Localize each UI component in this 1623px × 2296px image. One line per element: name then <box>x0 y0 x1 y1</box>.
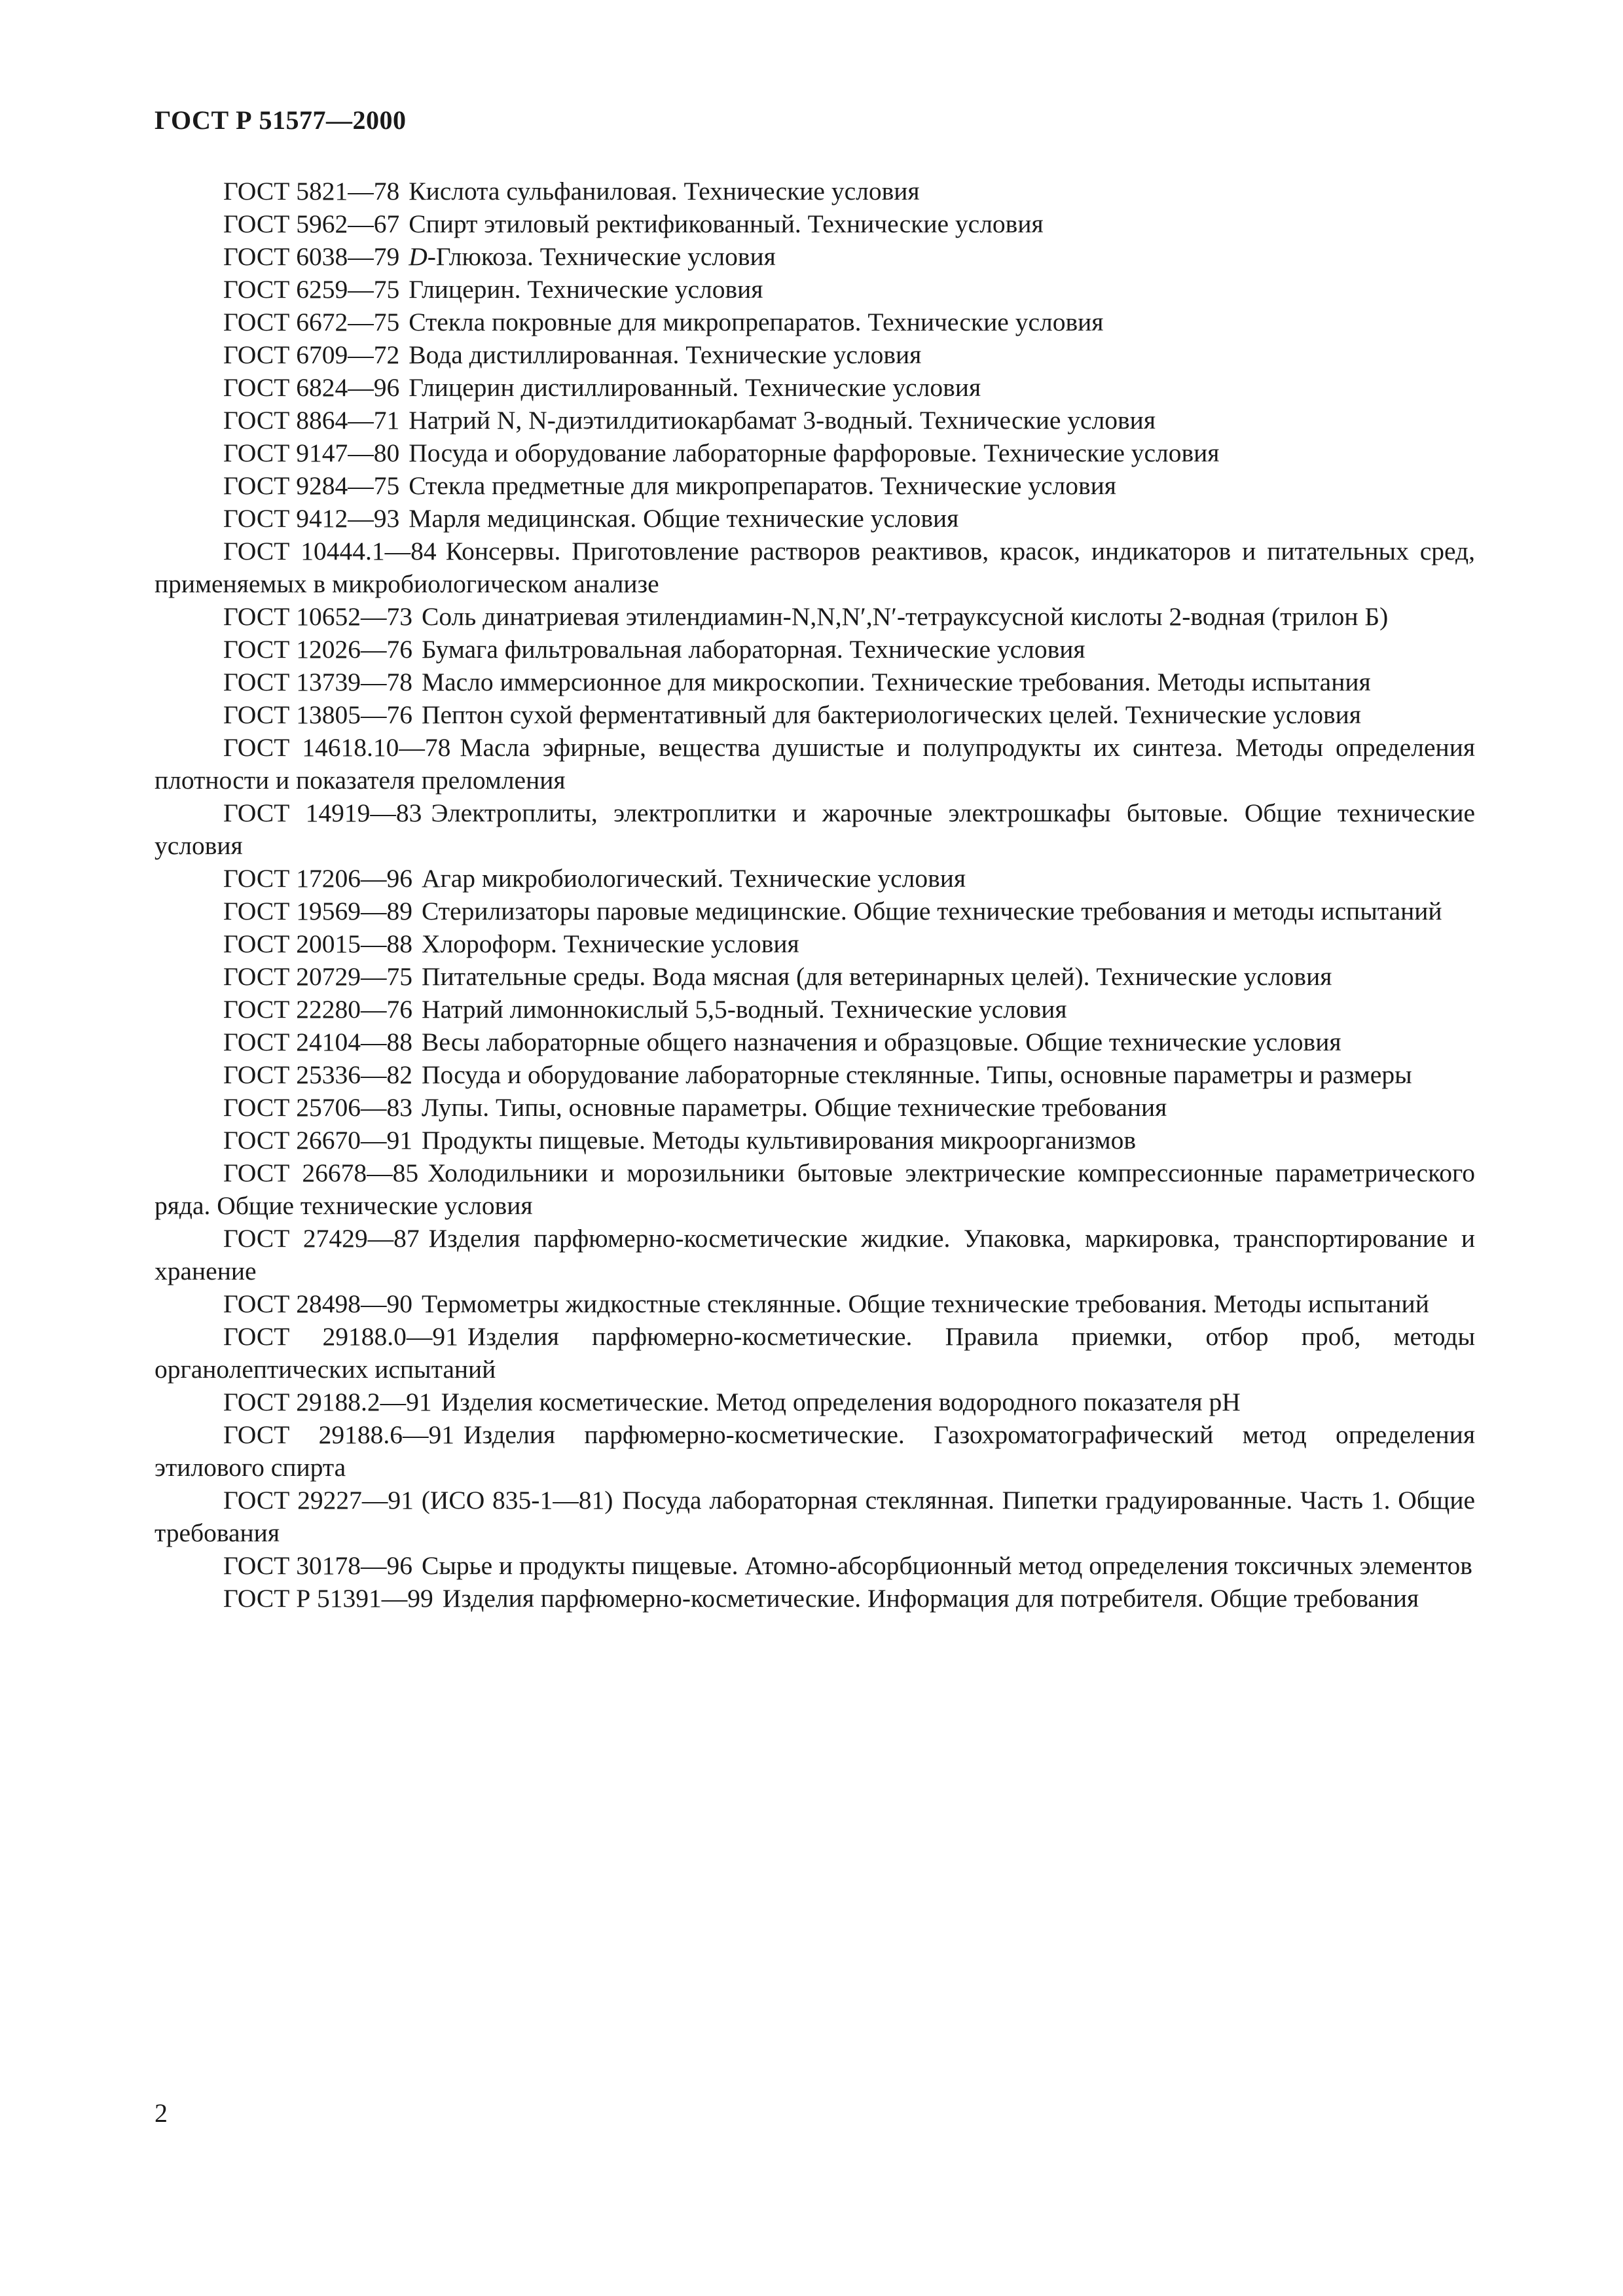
standard-title: Стекла покровные для микропрепаратов. Технические условия <box>409 308 1104 336</box>
standard-title: Кислота сульфаниловая. Технические условия <box>409 177 920 206</box>
standard-title: Электроплиты, электроплитки и жарочные электрошкафы бытовые. Общие технические условия <box>155 798 1476 860</box>
reference-entry <box>155 960 1475 993</box>
reference-entry <box>155 731 1475 797</box>
standard-title: Спирт этиловый ректификованный. Технические условия <box>409 209 1044 238</box>
standard-title: Посуда и оборудование лабораторные фарфоровые. Технические условия <box>409 439 1220 467</box>
standard-number: ГОСТ 26678—85 <box>223 1158 419 1187</box>
reference-entry <box>155 338 1475 371</box>
reference-entry <box>155 175 1475 207</box>
standard-title: Соль динатриевая этилендиамин-N,N,N′,N′-тетрауксусной кислоты 2-водная (трилон Б) <box>421 602 1389 631</box>
standard-title: Изделия парфюмерно-косметические. Информация для потребителя. Общие требования <box>442 1584 1419 1613</box>
reference-entry <box>155 1026 1475 1058</box>
standard-title: Стерилизаторы паровые медицинские. Общие технические требования и методы испытаний <box>421 897 1442 925</box>
page-number: 2 <box>155 2098 168 2128</box>
standard-number: ГОСТ 30178—96 <box>223 1551 412 1580</box>
standard-title: Термометры жидкостные стеклянные. Общие технические требования. Методы испытаний <box>421 1289 1429 1318</box>
standard-title: Холодильники и морозильники бытовые электрические компрессионные параметрического ряда. Общие технические условия <box>155 1158 1475 1220</box>
standard-number: ГОСТ 25706—83 <box>223 1093 412 1122</box>
standard-title: Масла эфирные, вещества душистые и полупродукты их синтеза. Методы определения плотности и показателя преломления <box>155 733 1476 795</box>
reference-entry <box>155 993 1475 1026</box>
reference-entry <box>155 207 1475 240</box>
standard-number: ГОСТ 14618.10—78 <box>223 733 451 762</box>
standard-title: Консервы. Приготовление растворов реактивов, красок, индикаторов и питательных сред, применяемых в микробиологическом анализе <box>155 537 1475 598</box>
standard-title: Хлороформ. Технические условия <box>421 929 799 958</box>
standard-number: ГОСТ 26670—91 <box>223 1126 412 1155</box>
reference-entry <box>155 600 1475 633</box>
standard-title: Изделия парфюмерно-косметические жидкие. Упаковка, маркировка, транспортирование и хранение <box>155 1224 1475 1285</box>
standard-title: Изделия косметические. Метод определения водородного показателя pH <box>441 1388 1241 1416</box>
standard-number: ГОСТ 9147—80 <box>223 439 400 467</box>
standard-number: ГОСТ 14919—83 <box>223 798 422 827</box>
reference-entry <box>155 1124 1475 1157</box>
standard-title: Продукты пищевые. Методы культивирования микроорганизмов <box>421 1126 1137 1155</box>
standard-title: Натрий N, N-диэтилдитиокарбамат 3-водный. Технические условия <box>409 406 1156 435</box>
standard-number: ГОСТ 6038—79 <box>223 242 400 271</box>
italic-prefix: D <box>409 242 428 271</box>
standard-title: Натрий лимоннокислый 5,5-водный. Технические условия <box>421 995 1067 1024</box>
reference-entry <box>155 797 1475 862</box>
reference-entry <box>155 1058 1475 1091</box>
standard-number: ГОСТ 10444.1—84 <box>223 537 437 565</box>
standard-number: ГОСТ 13805—76 <box>223 700 412 729</box>
standard-title: Вода дистиллированная. Технические условия <box>409 340 922 369</box>
standard-title: Посуда и оборудование лабораторные стеклянные. Типы, основные параметры и размеры <box>421 1060 1412 1089</box>
reference-entry <box>155 1091 1475 1124</box>
reference-entry <box>155 1287 1475 1320</box>
standard-number: ГОСТ 17206—96 <box>223 864 412 893</box>
standard-title: Бумага фильтровальная лабораторная. Технические условия <box>421 635 1085 664</box>
standard-title: Стекла предметные для микропрепаратов. Технические условия <box>409 471 1116 500</box>
standard-title: Изделия парфюмерно-косметические. Газохроматографический метод определения этилового спирта <box>155 1420 1475 1482</box>
reference-entry <box>155 895 1475 927</box>
reference-entry <box>155 306 1475 338</box>
reference-entry <box>155 502 1475 535</box>
standard-number: ГОСТ 29227—91 (ИСО 835-1—81) <box>223 1486 613 1515</box>
standard-number: ГОСТ 24104—88 <box>223 1028 412 1056</box>
reference-entry <box>155 698 1475 731</box>
standard-number: ГОСТ 10652—73 <box>223 602 412 631</box>
reference-entry <box>155 1484 1475 1549</box>
standard-number: ГОСТ 9284—75 <box>223 471 400 500</box>
standard-title: Пептон сухой ферментативный для бактериологических целей. Технические условия <box>421 700 1361 729</box>
standard-title: Сырье и продукты пищевые. Атомно-абсорбционный метод определения токсичных элементов <box>421 1551 1472 1580</box>
reference-entry <box>155 240 1475 273</box>
reference-entry <box>155 1157 1475 1222</box>
standard-number: ГОСТ 13739—78 <box>223 668 412 696</box>
reference-entry <box>155 371 1475 404</box>
standard-number: ГОСТ 12026—76 <box>223 635 412 664</box>
standard-number: ГОСТ 20015—88 <box>223 929 412 958</box>
reference-entry <box>155 1582 1475 1615</box>
reference-entry <box>155 1320 1475 1386</box>
reference-entry <box>155 927 1475 960</box>
reference-entry <box>155 633 1475 666</box>
standard-title: Весы лабораторные общего назначения и образцовые. Общие технические условия <box>421 1028 1341 1056</box>
standard-number: ГОСТ 6259—75 <box>223 275 400 304</box>
standard-title: -Глюкоза. Технические условия <box>427 242 776 271</box>
document-header: ГОСТ Р 51577—2000 <box>155 105 407 135</box>
standard-number: ГОСТ 6824—96 <box>223 373 400 402</box>
standard-number: ГОСТ 6672—75 <box>223 308 400 336</box>
standard-number: ГОСТ 29188.6—91 <box>223 1420 455 1449</box>
standard-title: Изделия парфюмерно-косметические. Правила приемки, отбор проб, методы органолептических испытаний <box>155 1322 1475 1384</box>
standard-title: Глицерин. Технические условия <box>409 275 763 304</box>
standard-title: Агар микробиологический. Технические условия <box>421 864 966 893</box>
reference-entry <box>155 404 1475 437</box>
standard-number: ГОСТ 27429—87 <box>223 1224 420 1253</box>
standard-number: ГОСТ 9412—93 <box>223 504 400 533</box>
reference-entry <box>155 1418 1475 1484</box>
reference-entry <box>155 437 1475 469</box>
reference-entry <box>155 1386 1475 1418</box>
standard-number: ГОСТ 29188.0—91 <box>223 1322 458 1351</box>
standard-number: ГОСТ 5962—67 <box>223 209 400 238</box>
reference-entry <box>155 1549 1475 1582</box>
standard-title: Посуда лабораторная стеклянная. Пипетки градуированные. Часть 1. Общие требования <box>155 1486 1475 1547</box>
normative-references-list <box>155 175 1475 1615</box>
standard-number: ГОСТ 29188.2—91 <box>223 1388 432 1416</box>
standard-number: ГОСТ 20729—75 <box>223 962 412 991</box>
standard-title: Марля медицинская. Общие технические условия <box>409 504 959 533</box>
reference-entry <box>155 1222 1475 1287</box>
standard-number: ГОСТ 22280—76 <box>223 995 412 1024</box>
standard-number: ГОСТ 8864—71 <box>223 406 400 435</box>
standard-number: ГОСТ 25336—82 <box>223 1060 412 1089</box>
standard-number: ГОСТ Р 51391—99 <box>223 1584 433 1613</box>
reference-entry <box>155 862 1475 895</box>
standard-number: ГОСТ 5821—78 <box>223 177 400 206</box>
standard-title: Глицерин дистиллированный. Технические условия <box>409 373 981 402</box>
standard-title: Масло иммерсионное для микроскопии. Технические требования. Методы испытания <box>421 668 1371 696</box>
standard-number: ГОСТ 19569—89 <box>223 897 412 925</box>
standard-number: ГОСТ 6709—72 <box>223 340 400 369</box>
standard-title: Лупы. Типы, основные параметры. Общие технические требования <box>421 1093 1167 1122</box>
reference-entry <box>155 273 1475 306</box>
reference-entry <box>155 469 1475 502</box>
standard-number: ГОСТ 28498—90 <box>223 1289 412 1318</box>
reference-entry <box>155 666 1475 698</box>
standard-title: Питательные среды. Вода мясная (для ветеринарных целей). Технические условия <box>421 962 1332 991</box>
reference-entry <box>155 535 1475 600</box>
